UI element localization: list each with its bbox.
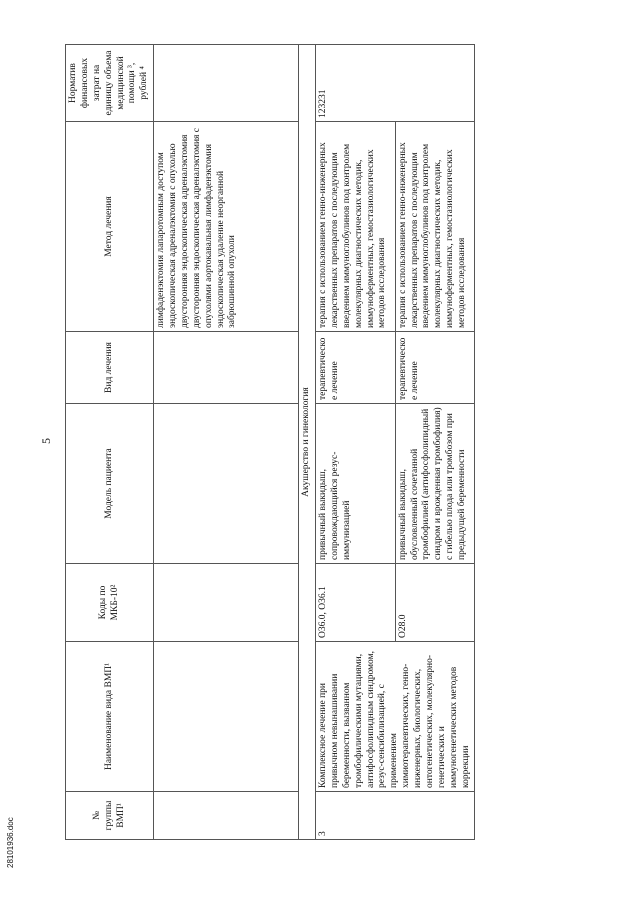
row-num: 3 xyxy=(316,792,475,840)
continuation-row xyxy=(154,45,299,840)
page-number: 5 xyxy=(39,438,53,444)
section-title: Акушерство и гинекология xyxy=(299,45,316,840)
row-icd-1: O36.0, O36.1 xyxy=(316,564,396,642)
row-model-1: привычный выкидыш, сопровождающийся резус-иммунизацией xyxy=(316,404,396,564)
row-treatment-type-2: терапевтическое лечение xyxy=(395,332,475,404)
row-name: Комплексное лечение при привычном невынашивании беременности, вызванном тромбофилическими мутациями, антифосфолипидным синдромом, резус-сенсибилизацией, с применением химиотерапевтических, генно-инженерных, биологических, онтогенетических, молекулярно-генетических и иммуногенетических методов коррекции xyxy=(316,642,475,792)
header-name: Наименование вида ВМП¹ xyxy=(66,642,154,792)
footer-filename: 28101936.doc xyxy=(6,817,15,868)
row-norm: 123231 xyxy=(316,45,475,122)
rotated-table-sheet xyxy=(65,45,600,840)
section-row xyxy=(299,45,316,840)
header-norm: Норматив финансовых затрат на единицу объема медицинской помощи ³, рублей ⁴ xyxy=(66,45,154,122)
header-method: Метод лечения xyxy=(66,122,154,332)
row-icd-2: O28.0 xyxy=(395,564,475,642)
row-method-1: терапия с использованием генно-инженерных лекарственных препаратов с последующим введением иммуноглобулинов под контролем молекулярных диагностических методик, иммуноферментных, гемостазиологических методов исследования xyxy=(316,122,396,332)
header-row xyxy=(66,45,154,840)
row-treatment-type-1: терапевтическое лечение xyxy=(316,332,396,404)
header-model: Модель пациента xyxy=(66,404,154,564)
header-icd: Коды по МКБ-10² xyxy=(66,564,154,642)
row-method-2: терапия с использованием генно-инженерных лекарственных препаратов с последующим введением иммуноглобулинов под контролем молекулярных диагностических методик, иммуноферментных, гемостазиологических методов исследования xyxy=(395,122,475,332)
continuation-method: лимфаденэктомия лапаротомным доступом эндоскопическая адреналэктомия с опухолью двусторонняя эндоскопическая адреналэктомия двусторонняя эндоскопическая адреналэктомия с опухолями аортокавальная лимфаденэктомия эндоскопическая удаление неорганной забрюшинной опухоли xyxy=(154,122,299,332)
header-treatment-type: Вид лечения xyxy=(66,332,154,404)
header-num: № группы ВМП¹ xyxy=(66,792,154,840)
table-row xyxy=(316,45,396,840)
row-model-2: привычный выкидыш, обусловленный сочетанной тромбофилией (антифосфолипидный синдром и врожденная тромбофилия) с гибелью плода или тромбозом при предыдущей беременности xyxy=(395,404,475,564)
vmp-table xyxy=(65,44,475,840)
